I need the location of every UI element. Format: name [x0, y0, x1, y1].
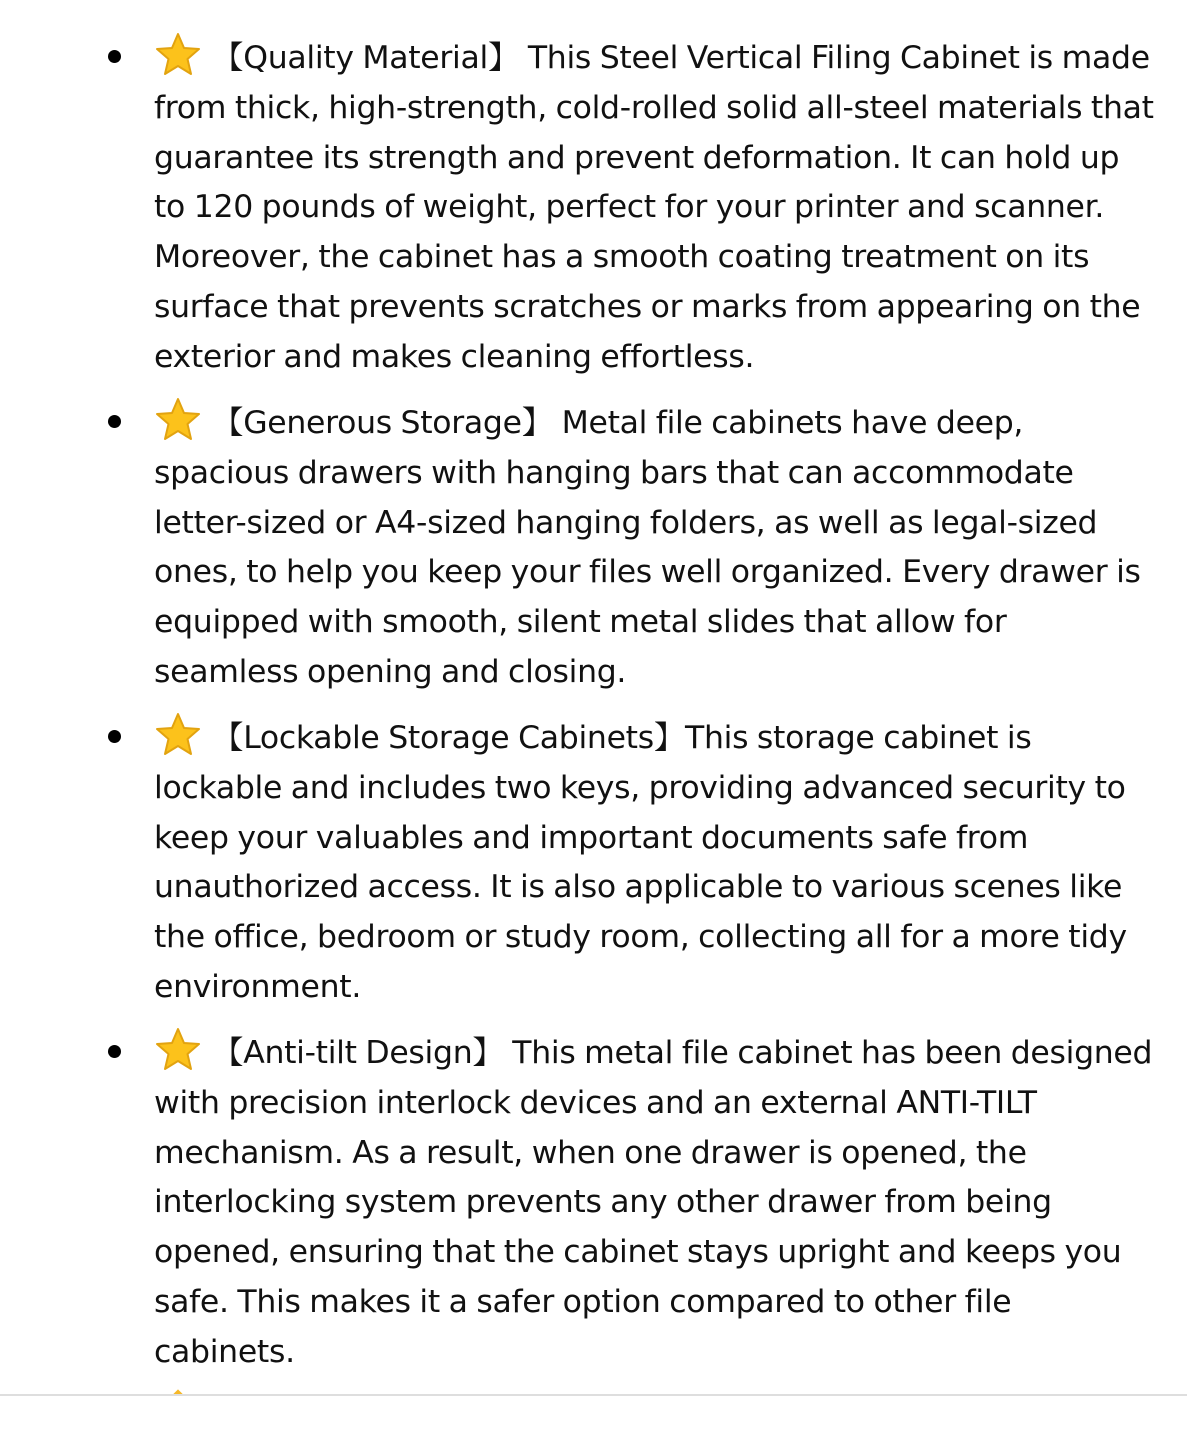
bullet-dot: [108, 730, 121, 743]
star-icon: [154, 1027, 202, 1071]
feature-item-generous-storage: [154, 397, 1154, 698]
feature-text: This metal file cabinet has been designed with precision interlock devices and an external ANTI-TILT mechanism. As a result, when one drawer is opened, the interlocking system prevents any other drawer from being opened, ensuring that the cabinet stays upright and keeps you safe. This makes it a safer option compared to other file cabinets.: [154, 1035, 1153, 1370]
feature-item-lockable-storage: [154, 712, 1154, 1013]
divider: [0, 1394, 1187, 1396]
star-icon: [154, 397, 202, 441]
feature-text: Metal file cabinets have deep, spacious drawers with hanging bars that can accommodate letter-sized or A4-sized hanging folders, as well as legal-sized ones, to help you keep your files well organized. Every drawer is equipped with smooth, silent metal slides that allow for seamless opening and closing.: [154, 405, 1141, 690]
bullet-dot: [108, 50, 121, 63]
feature-heading: 【Anti-tilt Design】: [212, 1035, 504, 1071]
feature-item-anti-tilt: [154, 1027, 1154, 1378]
feature-text: This Steel Vertical Filing Cabinet is made from thick, high-strength, cold-rolled solid all-steel materials that guarantee its strength and prevent deformation. It can hold up to 120 pounds of weight, perfect for your printer and scanner. Moreover, the cabinet has a smooth coating treatment on its surface that prevents scratches or marks from appearing on the exterior and makes cleaning effortless.: [154, 40, 1154, 375]
bullet-dot: [108, 1045, 121, 1058]
feature-item-quality-material: [154, 32, 1154, 383]
feature-heading: 【Lockable Storage Cabinets】: [212, 720, 686, 756]
feature-heading: 【Quality Material】: [212, 40, 520, 76]
star-icon: [154, 712, 202, 756]
star-icon: [154, 32, 202, 76]
bullet-dot: [108, 415, 121, 428]
feature-heading: 【Generous Storage】: [212, 405, 553, 441]
feature-text: This storage cabinet is lockable and includes two keys, providing advanced security to keep your valuables and important documents safe from unauthorized access. It is also applicable to various scenes like the office, bedroom or study room, collecting all for a more tidy environment.: [154, 720, 1127, 1005]
